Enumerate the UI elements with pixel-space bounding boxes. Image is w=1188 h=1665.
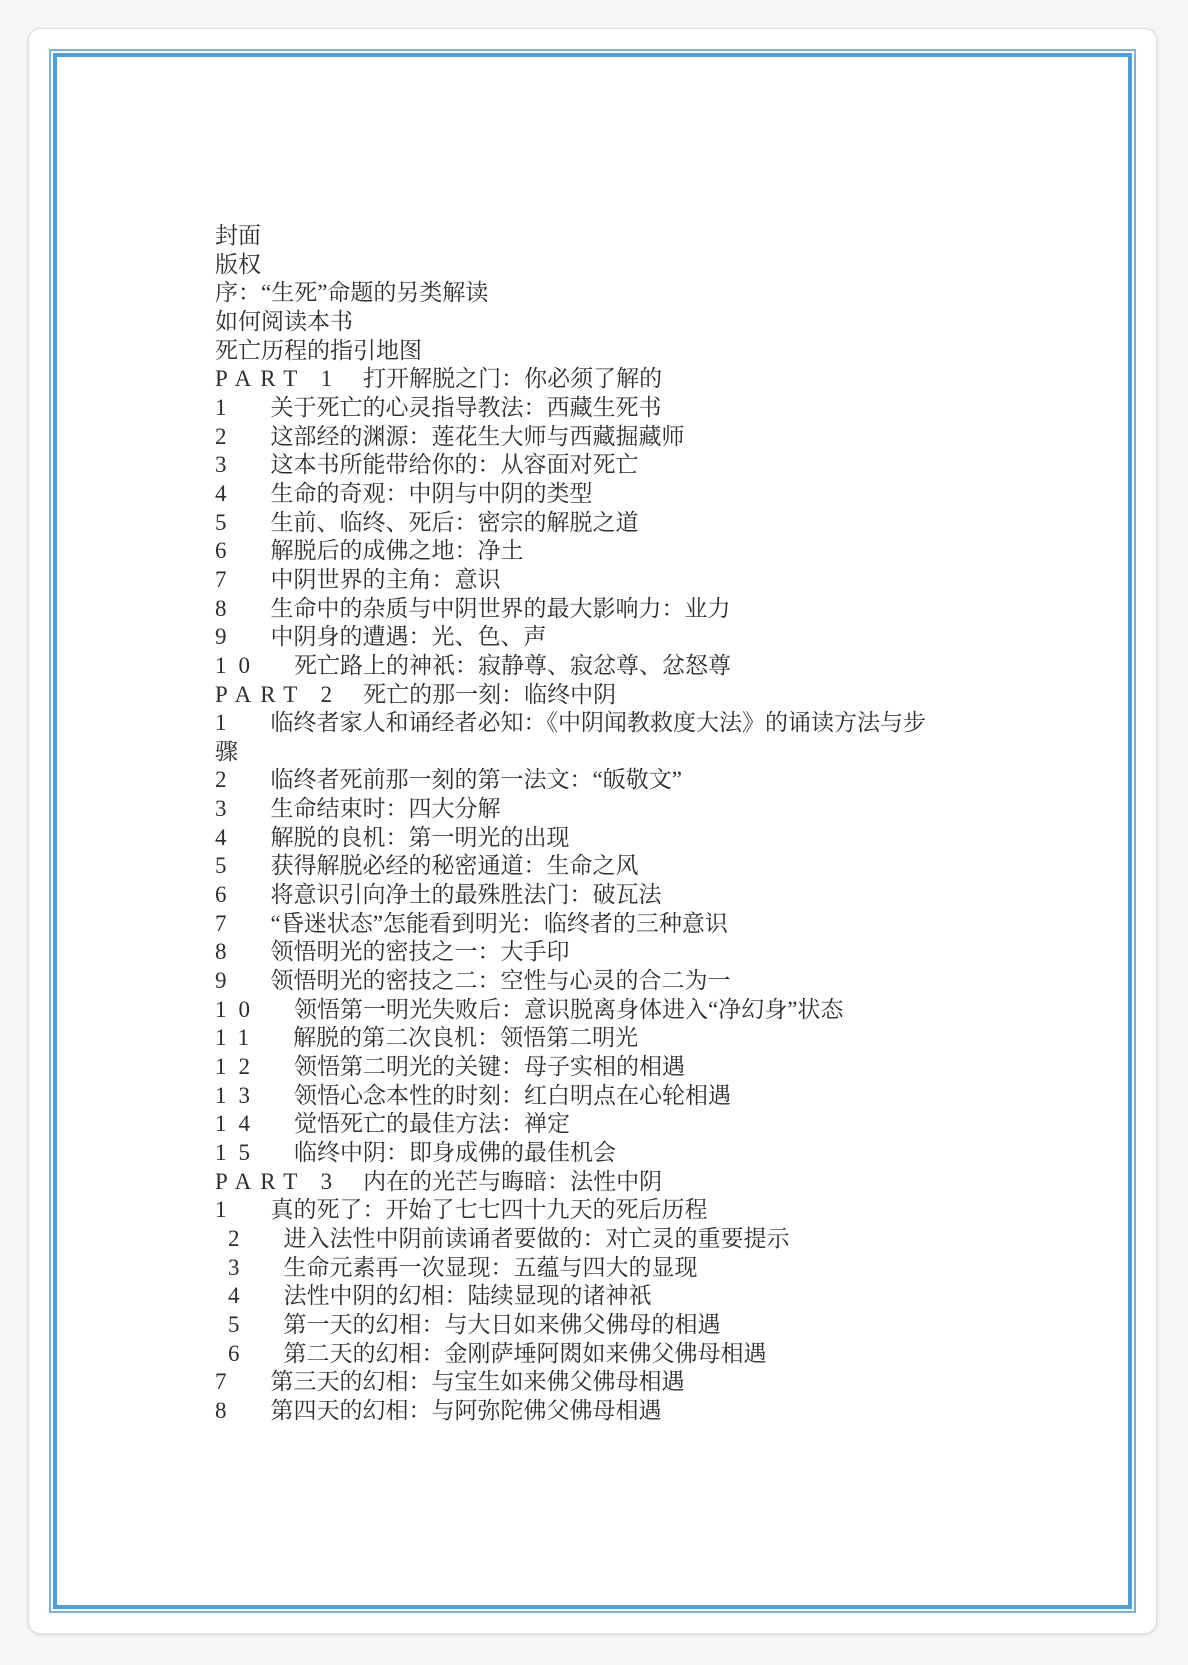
toc-entry — [215, 881, 1066, 910]
toc-entry — [215, 1110, 1066, 1139]
toc-entry — [215, 824, 1066, 853]
toc-entry — [215, 595, 1066, 624]
entry-number: 3 — [215, 452, 239, 478]
entry-title: 获得解脱必经的秘密通道：生命之风 — [270, 853, 639, 879]
entry-number: 10 — [215, 652, 262, 678]
entry-number: 1 — [215, 710, 239, 736]
entry-title: 法性中阴的幻相：陆续显现的诸神祇 — [283, 1283, 652, 1309]
entry-title: 真的死了：开始了七七四十九天的死后历程 — [270, 1197, 708, 1223]
toc-entry — [215, 423, 1066, 452]
entry-number: 4 — [228, 1283, 252, 1309]
entry-title: 进入法性中阴前读诵者要做的：对亡灵的重要提示 — [283, 1225, 790, 1251]
entry-title: 第二天的幻相：金刚萨埵阿閦如来佛父佛母相遇 — [283, 1340, 767, 1366]
toc-entry — [215, 251, 1066, 280]
toc-part-heading — [215, 1168, 1066, 1197]
entry-number: 8 — [215, 595, 239, 621]
entry-number: 11 — [215, 1025, 262, 1051]
entry-number: 6 — [228, 1340, 252, 1366]
entry-title: 领悟心念本性的时刻：红白明点在心轮相遇 — [294, 1082, 731, 1108]
entry-number: 14 — [215, 1111, 262, 1137]
entry-number: 9 — [215, 968, 239, 994]
entry-title: 如何阅读本书 — [215, 308, 353, 334]
entry-title: 中阴世界的主角：意识 — [270, 566, 501, 592]
entry-title: 内在的光芒与晦暗：法性中阴 — [363, 1168, 663, 1194]
toc-entry — [215, 1340, 1066, 1369]
entry-number: 5 — [215, 509, 239, 535]
entry-number: 10 — [215, 996, 262, 1022]
entry-number: 2 — [215, 423, 239, 449]
entry-number: 2 — [228, 1225, 252, 1251]
toc-entry — [215, 1082, 1066, 1111]
toc-entry — [215, 967, 1066, 996]
toc-entry — [215, 308, 1066, 337]
entry-number: 1 — [215, 1197, 239, 1223]
entry-number: 13 — [215, 1082, 262, 1108]
entry-title: 生命结束时：四大分解 — [270, 796, 501, 822]
entry-title: 死亡历程的指引地图 — [215, 337, 422, 363]
entry-number: 6 — [215, 882, 239, 908]
entry-title: 打开解脱之门：你必须了解的 — [363, 366, 663, 392]
table-of-contents — [29, 29, 1156, 1633]
entry-title: 死亡路上的神祇：寂静尊、寂忿尊、忿怒尊 — [294, 652, 731, 678]
toc-entry — [215, 910, 1066, 939]
toc-entry — [215, 1139, 1066, 1168]
toc-entry — [215, 1311, 1066, 1340]
toc-entry — [215, 1282, 1066, 1311]
entry-number: 8 — [215, 939, 239, 965]
entry-title: 解脱的良机：第一明光的出现 — [270, 824, 570, 850]
entry-title: 这部经的渊源：莲花生大师与西藏掘藏师 — [270, 423, 685, 449]
part-label: PART 3 — [215, 1168, 342, 1194]
entry-title: 解脱后的成佛之地：净土 — [270, 538, 524, 564]
toc-part-heading — [215, 365, 1066, 394]
entry-number: 7 — [215, 910, 239, 936]
toc-lines — [215, 222, 1066, 1426]
toc-entry — [215, 451, 1066, 480]
toc-entry — [215, 1397, 1066, 1426]
toc-entry — [215, 480, 1066, 509]
entry-title: 生命的奇观：中阴与中阴的类型 — [270, 480, 593, 506]
entry-title: 关于死亡的心灵指导教法：西藏生死书 — [270, 394, 662, 420]
entry-title: 临终者家人和诵经者必知：《中阴闻教救度大法》的诵读方法与步 — [270, 710, 926, 736]
toc-entry — [215, 795, 1066, 824]
toc-entry — [215, 1368, 1066, 1397]
entry-title: 骤 — [215, 738, 238, 764]
entry-title: 领悟明光的密技之二：空性与心灵的合二为一 — [270, 968, 731, 994]
toc-entry — [215, 996, 1066, 1025]
entry-title: 解脱的第二次良机：领悟第二明光 — [293, 1025, 639, 1051]
toc-entry — [215, 938, 1066, 967]
toc-entry — [215, 566, 1066, 595]
entry-number: 9 — [215, 624, 239, 650]
toc-entry — [215, 738, 1066, 767]
entry-title: 觉悟死亡的最佳方法：禅定 — [294, 1111, 570, 1137]
entry-number: 4 — [215, 480, 239, 506]
toc-entry — [215, 279, 1066, 308]
entry-title: 领悟第二明光的关键：母子实相的相遇 — [294, 1054, 685, 1080]
entry-title: 领悟明光的密技之一：大手印 — [270, 939, 570, 965]
entry-title: 这本书所能带给你的：从容面对死亡 — [270, 452, 639, 478]
entry-number: 5 — [228, 1311, 252, 1337]
entry-title: 版权 — [215, 251, 261, 277]
toc-entry — [215, 537, 1066, 566]
entry-number: 12 — [215, 1054, 262, 1080]
entry-title: 第四天的幻相：与阿弥陀佛父佛母相遇 — [270, 1397, 662, 1423]
entry-title: 生前、临终、死后：密宗的解脱之道 — [270, 509, 639, 535]
entry-title: 封面 — [215, 223, 261, 248]
entry-title: 第三天的幻相：与宝生如来佛父佛母相遇 — [270, 1369, 685, 1395]
toc-entry — [215, 1196, 1066, 1225]
toc-part-heading — [215, 681, 1066, 710]
entry-title: 生命中的杂质与中阴世界的最大影响力：业力 — [270, 595, 731, 621]
entry-title: 临终者死前那一刻的第一法文：“皈敬文” — [270, 767, 682, 793]
toc-entry — [215, 623, 1066, 652]
toc-entry — [215, 652, 1066, 681]
entry-title: 中阴身的遭遇：光、色、声 — [270, 624, 547, 650]
toc-entry — [215, 1053, 1066, 1082]
toc-entry — [215, 709, 1066, 738]
entry-title: 序：“生死”命题的另类解读 — [215, 280, 489, 306]
entry-number: 3 — [215, 796, 239, 822]
part-label: PART 1 — [215, 366, 342, 392]
entry-number: 4 — [215, 824, 239, 850]
toc-entry — [215, 394, 1066, 423]
toc-entry — [215, 222, 1066, 251]
entry-number: 1 — [215, 394, 239, 420]
entry-title: 临终中阴：即身成佛的最佳机会 — [294, 1140, 616, 1165]
entry-number: 2 — [215, 767, 239, 793]
entry-title: “昏迷状态”怎能看到明光：临终者的三种意识 — [270, 910, 728, 936]
entry-number: 6 — [215, 538, 239, 564]
toc-entry — [215, 766, 1066, 795]
entry-number: 5 — [215, 853, 239, 879]
entry-title: 将意识引向净土的最殊胜法门：破瓦法 — [270, 882, 662, 908]
toc-entry — [215, 852, 1066, 881]
toc-entry — [215, 509, 1066, 538]
toc-entry — [215, 337, 1066, 366]
entry-title: 第一天的幻相：与大日如来佛父佛母的相遇 — [283, 1311, 721, 1337]
entry-number: 3 — [228, 1254, 252, 1280]
entry-number: 8 — [215, 1397, 239, 1423]
entry-title: 领悟第一明光失败后：意识脱离身体进入“净幻身”状态 — [294, 996, 844, 1022]
part-label: PART 2 — [215, 681, 342, 707]
entry-number: 7 — [215, 566, 239, 592]
entry-number: 7 — [215, 1369, 239, 1395]
toc-entry — [215, 1024, 1066, 1053]
entry-title: 死亡的那一刻：临终中阴 — [363, 681, 617, 707]
toc-entry — [215, 1254, 1066, 1283]
toc-entry — [215, 1225, 1066, 1254]
entry-number: 15 — [215, 1140, 262, 1165]
book-page — [28, 28, 1157, 1634]
entry-title: 生命元素再一次显现：五蕴与四大的显现 — [283, 1254, 698, 1280]
